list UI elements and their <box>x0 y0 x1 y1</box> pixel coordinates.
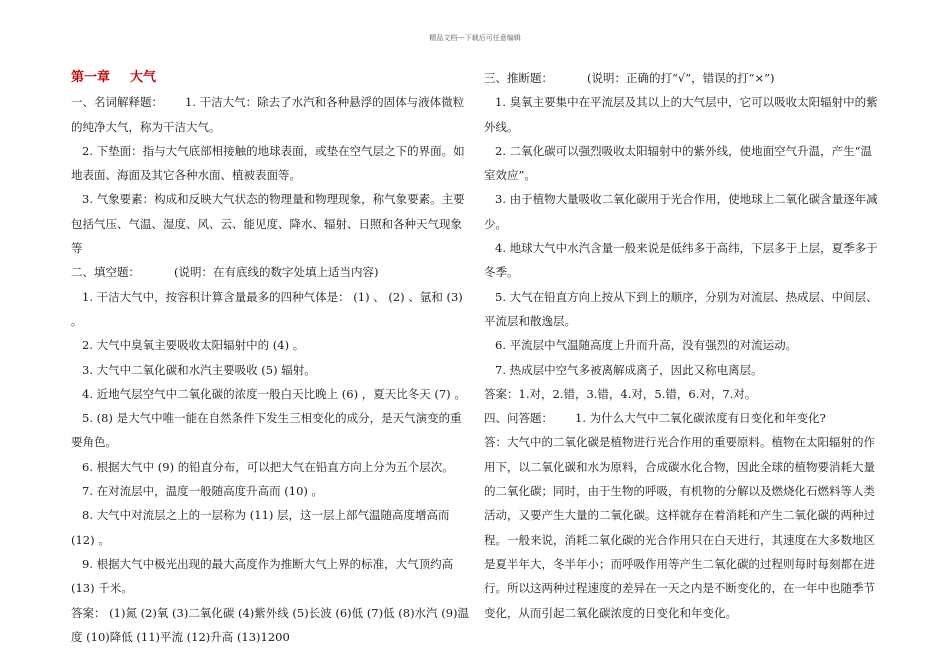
judgment-item: 4. 地球大气中水汽含量一般来说是低纬多于高纬，下层多于上层，夏季多于冬季。 <box>484 241 878 280</box>
definition-item: 2. 下垫面：指与大气底部相接触的地球表面，或垫在空气层之下的界面。如地表面、海面及其它各种水面、植被表面等。 <box>71 143 465 183</box>
judgment-item: 7. 热成层中空气多被离解成离子，因此又称电离层。 <box>495 362 763 377</box>
section-3-heading <box>484 66 880 90</box>
section-2-note: (说明：在有底线的数字处填上适当内容) <box>174 265 379 280</box>
fill-blank-item: 7. 在对流层中，温度一般随高度升高而 (10) 。 <box>82 484 324 499</box>
fill-blank-item: 4. 近地气层空气中二氧化碳的浓度一般白天比晚上 (6) ，夏天比冬天 (7) 。 <box>82 386 466 401</box>
section-3-note: (说明：正确的打“√”，错误的打“×”) <box>587 71 775 85</box>
section-1-title: 一、名词解释题： <box>71 95 163 110</box>
page-header: 精品文档---下载后可任意编辑 <box>429 34 521 42</box>
fill-blank-answers: 答案： (1)氮 (2)氧 (3)二氧化碳 (4)紫外线 (5)长波 (6)低 (7)低 (8)水汽 (9)温度 (10)降低 (11)平流 (12)升高 (13)1200 <box>71 605 470 644</box>
section-4-title: 四、问答题： <box>484 411 553 426</box>
judgment-answers: 答案：1.对，2.错，3.错，4.对，5.错，6.对，7.对。 <box>484 386 757 401</box>
definition-item: 3. 气象要素：构成和反映大气状态的物理量和物理现象，称气象要素。主要包括气压、气温、湿度、风、云、能见度、降水、辐射、日照和各种天气现象等 <box>71 192 465 256</box>
judgment-item: 1. 臭氧主要集中在平流层及其以上的大气层中，它可以吸收太阳辐射中的紫外线。 <box>484 95 878 134</box>
fill-blank-item: 3. 大气中二氧化碳和水汽主要吸收 (5) 辐射。 <box>82 362 316 377</box>
qa-question: 1. 为什么大气中二氧化碳浓度有日变化和年变化? <box>575 411 826 426</box>
fill-blank-item: 5. (8) 是大气中唯一能在自然条件下发生三相变化的成分，是天气演变的重要角色。 <box>71 411 462 450</box>
judgment-item: 5. 大气在铅直方向上按从下到上的顺序，分别为对流层、热成层、中间层、平流层和散逸层。 <box>484 289 878 328</box>
section-3-title: 三、推断题： <box>484 71 553 85</box>
section-1-first-line <box>71 90 471 139</box>
left-column <box>71 66 471 649</box>
section-2-title: 二、填空题： <box>71 265 140 280</box>
chapter-number: 第一章 <box>71 70 111 85</box>
fill-blank-item: 9. 根据大气中极光出现的最大高度作为推断大气上界的标准，大气顶约高 (13) 千米。 <box>71 556 454 596</box>
chapter-title: 大气 <box>130 70 157 85</box>
definition-item: 1. 干洁大气：除去了水汽和各种悬浮的固体与液体微粒的纯净大气，称为干洁大气。 <box>71 95 465 134</box>
section-2-heading <box>71 260 471 284</box>
section-4-heading <box>484 406 880 430</box>
fill-blank-item: 6. 根据大气中 (9) 的铅直分布，可以把大气在铅直方向上分为五个层次。 <box>82 459 454 474</box>
right-column <box>484 66 880 625</box>
judgment-item: 2. 二氧化碳可以强烈吸收太阳辐射中的紫外线，使地面空气升温，产生“温室效应”。 <box>484 143 873 183</box>
judgment-item: 3. 由于植物大量吸收二氧化碳用于光合作用，使地球上二氧化碳含量逐年减少。 <box>484 192 878 231</box>
fill-blank-item: 2. 大气中臭氧主要吸收太阳辐射中的 (4) 。 <box>82 338 305 353</box>
fill-blank-item: 1. 干洁大气中，按容积计算含量最多的四种气体是： (1) 、 (2) 、氩和 (3) 。 <box>71 289 463 328</box>
fill-blank-item: 8. 大气中对流层之上的一层称为 (11) 层，这一层上部气温随高度增高而 (12) 。 <box>71 508 450 547</box>
chapter-heading <box>71 66 471 90</box>
qa-answer: 答：大气中的二氧化碳是植物进行光合作用的重要原料。植物在太阳辐射的作用下，以二氧化碳和水为原料，合成碳水化合物，因此全球的植物要消耗大量的二氧化碳；同时，由于生物的呼吸，有机物的分解以及燃烧化石燃料等人类活动，又要产生大量的二氧化碳。这样就存在着消耗和产生二氧化碳的两种过程。一般来说，消耗二氧化碳的光合作用只在白天进行，其速度在大多数地区是夏半年大，冬半年小；而呼吸作用等产生二氧化碳的过程则每时每刻都在进行。所以这两种过程速度的差异在一天之内是不断变化的，在一年中也随季节变化，从而引起二氧化碳浓度的日变化和年变化。 <box>484 435 875 620</box>
judgment-item: 6. 平流层中气温随高度上升而升高，没有强烈的对流运动。 <box>495 338 798 353</box>
